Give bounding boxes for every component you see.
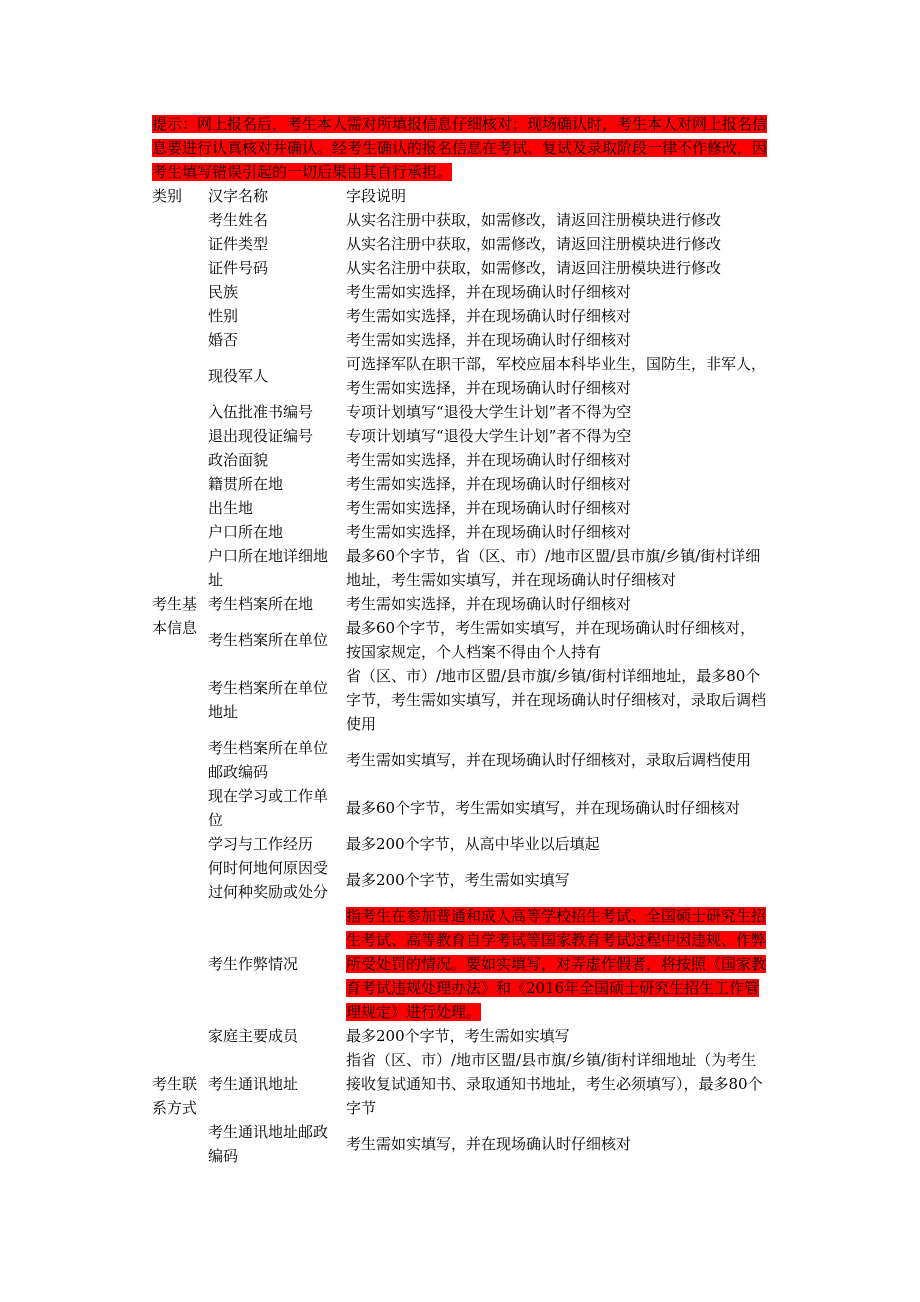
- table-row: [150, 616, 768, 664]
- field-name: 考生档案所在地: [208, 595, 314, 613]
- table-row: [150, 256, 768, 280]
- table-row: [150, 904, 768, 1024]
- field-desc: 考生需如实选择，并在现场确认时仔细核对: [346, 307, 632, 325]
- field-desc: 专项计划填写“退役大学生计划”者不得为空: [346, 427, 632, 445]
- table-row: [150, 424, 768, 448]
- field-name: 民族: [208, 283, 239, 301]
- field-desc: 考生需如实选择，并在现场确认时仔细核对: [346, 451, 632, 469]
- table-row: [150, 328, 768, 352]
- field-name: 考生通讯地址: [208, 1075, 299, 1093]
- table-row: [150, 1048, 768, 1120]
- field-desc: 从实名注册中获取，如需修改，请返回注册模块进行修改: [346, 259, 722, 277]
- field-desc: 省（区、市）/地市区盟/县市旗/乡镇/街村详细地址，最多80个字节，考生需如实填写，并在现场确认时仔细核对，录取后调档使用: [346, 667, 767, 733]
- table-row: [150, 664, 768, 736]
- field-name: 考生通讯地址邮政编码: [208, 1123, 329, 1165]
- category-contact: 考生联系方式: [152, 1075, 198, 1117]
- field-desc: 考生需如实选择，并在现场确认时仔细核对: [346, 595, 632, 613]
- field-name: 籍贯所在地: [208, 475, 284, 493]
- fields-table: [150, 184, 768, 1168]
- field-desc: 最多200个字节，从高中毕业以后填起: [346, 835, 600, 853]
- table-row: [150, 208, 768, 232]
- field-name: 考生作弊情况: [208, 955, 299, 973]
- table-row: [150, 448, 768, 472]
- field-desc: [344, 904, 768, 1024]
- field-name: 婚否: [208, 331, 239, 349]
- field-name: 户口所在地详细地址: [208, 547, 329, 589]
- field-name: 考生档案所在单位: [208, 631, 329, 649]
- field-desc: 考生需如实填写，并在现场确认时仔细核对，录取后调档使用: [346, 751, 752, 769]
- field-name: 考生姓名: [208, 211, 269, 229]
- field-desc: 考生需如实选择，并在现场确认时仔细核对: [346, 331, 632, 349]
- table-row: [150, 304, 768, 328]
- notice-paragraph: [152, 112, 768, 184]
- field-name: 学习与工作经历: [208, 835, 314, 853]
- table-row: [150, 520, 768, 544]
- table-row: [150, 544, 768, 592]
- field-name: 出生地: [208, 499, 254, 517]
- table-row: [150, 496, 768, 520]
- field-desc: 从实名注册中获取，如需修改，请返回注册模块进行修改: [346, 235, 722, 253]
- field-desc: 考生需如实选择，并在现场确认时仔细核对: [346, 475, 632, 493]
- field-desc: 专项计划填写“退役大学生计划”者不得为空: [346, 403, 632, 421]
- table-row: [150, 352, 768, 400]
- header-desc: 字段说明: [346, 187, 407, 205]
- notice-highlight: 提示：网上报名后，考生本人需对所填报信息仔细核对；现场确认时，考生本人对网上报名信息要进行认真核对并确认。经考生确认的报名信息在考试、复试及录取阶段一律不作修改，因考生填写错误引起的一切后果由其自行承担。: [152, 115, 768, 181]
- table-row: [150, 400, 768, 424]
- header-name: 汉字名称: [208, 187, 269, 205]
- field-desc: 最多60个字节，考生需如实填写，并在现场确认时仔细核对，按国家规定，个人档案不得由个人持有: [346, 619, 756, 661]
- table-row: [150, 472, 768, 496]
- table-row: [150, 232, 768, 256]
- table-row: [150, 736, 768, 784]
- field-name: 户口所在地: [208, 523, 284, 541]
- field-desc: 最多200个字节，考生需如实填写: [346, 871, 570, 889]
- field-desc: 最多200个字节，考生需如实填写: [346, 1027, 570, 1045]
- field-desc: 从实名注册中获取，如需修改，请返回注册模块进行修改: [346, 211, 722, 229]
- field-desc: 考生需如实选择，并在现场确认时仔细核对: [346, 499, 632, 517]
- field-name: 考生档案所在单位邮政编码: [208, 739, 329, 781]
- field-desc: 最多60个字节，考生需如实填写，并在现场确认时仔细核对: [346, 799, 741, 817]
- header-row: [150, 184, 768, 208]
- table-row: [150, 832, 768, 856]
- field-name: 考生档案所在单位地址: [208, 679, 329, 721]
- field-desc: 考生需如实选择，并在现场确认时仔细核对: [346, 523, 632, 541]
- field-name: 入伍批准书编号: [208, 403, 314, 421]
- field-desc: 最多60个字节，省（区、市）/地市区盟/县市旗/乡镇/街村详细地址，考生需如实填写，并在现场确认时仔细核对: [346, 547, 761, 589]
- field-name: 证件号码: [208, 259, 269, 277]
- field-name: 现在学习或工作单位: [208, 787, 329, 829]
- field-name: 家庭主要成员: [208, 1027, 299, 1045]
- field-name: 政治面貌: [208, 451, 269, 469]
- field-name: 现役军人: [208, 367, 269, 385]
- table-row: [150, 1120, 768, 1168]
- table-row: [150, 784, 768, 832]
- category-basic: 考生基本信息: [152, 595, 198, 637]
- table-row: [150, 280, 768, 304]
- field-name: 证件类型: [208, 235, 269, 253]
- table-row: [150, 856, 768, 904]
- field-name: 何时何地何原因受过何种奖励或处分: [208, 859, 329, 901]
- field-name: 性别: [208, 307, 239, 325]
- table-row: [150, 592, 768, 616]
- table-row: [150, 1024, 768, 1048]
- field-desc: 考生需如实填写，并在现场确认时仔细核对: [346, 1135, 632, 1153]
- field-desc: 指省（区、市）/地市区盟/县市旗/乡镇/街村详细地址（为考生接收复试通知书、录取通知书地址，考生必须填写），最多80个字节: [346, 1051, 763, 1117]
- cheating-highlight: 指考生在参加普通和成人高等学校招生考试、全国硕士研究生招生考试、高等教育自学考试等国家教育考试过程中因违规、作弊所受处罚的情况。要如实填写，对弄虚作假者，将按照《国家教育考试违规处理办法》和《2016年全国硕士研究生招生工作管理规定》进行处理。: [346, 907, 767, 1021]
- field-name: 退出现役证编号: [208, 427, 314, 445]
- header-category: 类别: [152, 187, 183, 205]
- field-desc: 可选择军队在职干部，军校应届本科毕业生，国防生，非军人，考生需如实选择，并在现场确认时仔细核对: [346, 355, 767, 397]
- field-desc: 考生需如实选择，并在现场确认时仔细核对: [346, 283, 632, 301]
